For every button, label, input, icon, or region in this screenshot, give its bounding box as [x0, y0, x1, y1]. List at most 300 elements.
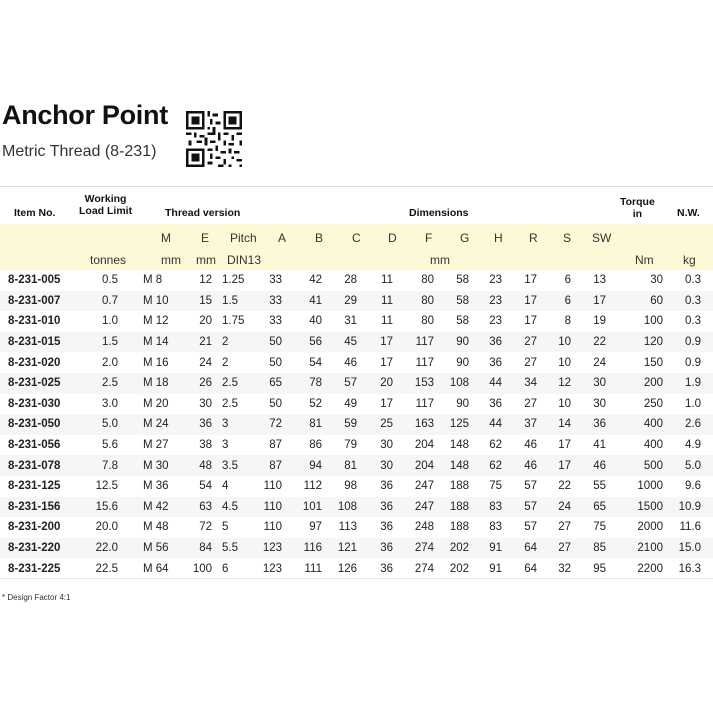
subheader-f: F — [425, 231, 433, 245]
item-no-cell: 8-231-125 — [8, 480, 61, 493]
weight-cell: 16.3 — [678, 562, 701, 575]
dim-f-cell: 247 — [414, 480, 434, 493]
dim-sw-cell: 65 — [577, 497, 612, 518]
subheader-g: G — [460, 231, 470, 245]
dim-h-cell: 75 — [489, 480, 502, 493]
subheader-a: A — [278, 231, 287, 245]
table-row — [0, 517, 713, 538]
dim-r-cell: 27 — [508, 332, 543, 353]
header-wll-line2: Load Limit — [79, 205, 133, 217]
thread-m-cell: M 14 — [143, 332, 186, 353]
dim-s-cell: 10 — [558, 356, 571, 369]
weight-cell: 11.6 — [679, 521, 701, 534]
dim-g-cell: 90 — [456, 397, 469, 410]
thread-m-cell: M 56 — [143, 538, 186, 559]
dim-b-cell: 112 — [303, 480, 322, 493]
thread-m-cell: M 30 — [143, 455, 186, 476]
pitch-cell: 3 — [218, 414, 258, 435]
dim-a-cell: 87 — [269, 439, 282, 452]
spacer-cell — [120, 394, 143, 415]
table-row — [0, 352, 713, 373]
dim-h-cell: 83 — [475, 497, 508, 518]
header-wll-line1: Working — [84, 193, 127, 205]
table-row — [0, 270, 713, 291]
dim-c-cell: 79 — [344, 439, 357, 452]
thread-m-cell: M 48 — [143, 521, 169, 534]
thread-e-cell: 24 — [199, 356, 212, 369]
load-limit-cell: 5.6 — [102, 439, 118, 452]
thread-m-cell: M 27 — [143, 439, 169, 452]
thread-m-cell: M 42 — [143, 497, 186, 518]
item-no-cell: 8-231-025 — [0, 373, 85, 394]
torque-cell: 400 — [612, 414, 671, 435]
table-row — [0, 311, 713, 332]
dim-h-cell: 23 — [489, 274, 502, 287]
dim-c-cell: 108 — [328, 497, 363, 518]
dim-s-cell: 22 — [558, 480, 571, 493]
item-no-cell: 8-231-015 — [0, 332, 85, 353]
dim-c-cell: 81 — [328, 455, 363, 476]
dim-sw-cell: 55 — [593, 480, 606, 493]
thread-e-cell: 100 — [192, 562, 212, 575]
dim-sw-cell: 17 — [577, 291, 612, 312]
thread-m-cell: M 18 — [143, 373, 186, 394]
dim-b-cell: 86 — [309, 439, 322, 452]
item-no-cell: 8-231-050 — [0, 414, 85, 435]
spacer-cell — [120, 414, 143, 435]
load-limit-cell: 15.6 — [85, 497, 120, 518]
thread-e-cell: 63 — [186, 497, 218, 518]
dim-d-cell: 11 — [363, 291, 399, 312]
torque-cell: 2100 — [612, 538, 671, 559]
subheader-tonnes: tonnes — [90, 253, 127, 267]
torque-cell: 150 — [643, 356, 663, 369]
weight-cell: 1.9 — [671, 373, 713, 394]
header-torque-line1: Torque — [620, 196, 655, 208]
dim-a-cell: 33 — [258, 291, 288, 312]
dim-h-cell: 62 — [489, 439, 502, 452]
footnote: * Design Factor 4:1 — [2, 593, 71, 602]
dim-r-cell: 57 — [524, 480, 537, 493]
torque-cell: 200 — [612, 373, 671, 394]
pitch-cell: 2 — [222, 356, 229, 369]
dim-b-cell: 54 — [309, 356, 322, 369]
subheader-e-mm: mm — [196, 253, 216, 267]
page-subtitle: Metric Thread (8-231) — [2, 143, 157, 160]
pitch-cell: 3.5 — [218, 455, 258, 476]
pitch-cell: 4.5 — [218, 497, 258, 518]
dim-r-cell: 17 — [524, 274, 537, 287]
dim-b-cell: 101 — [288, 497, 328, 518]
dim-b-cell: 56 — [288, 332, 328, 353]
item-no-cell: 8-231-156 — [0, 497, 85, 518]
torque-cell: 120 — [612, 332, 671, 353]
dim-sw-cell: 41 — [593, 439, 606, 452]
dim-s-cell: 10 — [543, 332, 577, 353]
thread-m-cell: M 36 — [143, 480, 169, 493]
table-row — [0, 497, 713, 518]
dim-g-cell: 90 — [456, 356, 469, 369]
pitch-cell: 2.5 — [222, 397, 238, 410]
table-row — [0, 414, 713, 435]
spacer-cell — [120, 538, 143, 559]
dim-f-cell: 204 — [399, 455, 440, 476]
thread-e-cell: 21 — [186, 332, 218, 353]
dim-f-cell: 117 — [415, 397, 434, 410]
subheader-dimensions-mm: mm — [430, 253, 450, 267]
dim-a-cell: 123 — [262, 562, 282, 575]
subheader-nm: Nm — [635, 253, 654, 267]
load-limit-cell: 7.8 — [85, 455, 120, 476]
item-no-cell: 8-231-030 — [8, 397, 61, 410]
dim-h-cell: 36 — [489, 397, 502, 410]
table-row — [0, 332, 713, 353]
dim-d-cell: 36 — [380, 480, 393, 493]
dim-d-cell: 17 — [380, 397, 393, 410]
dim-g-cell: 188 — [449, 521, 469, 534]
dim-c-cell: 28 — [344, 274, 357, 287]
weight-cell: 0.9 — [671, 332, 713, 353]
thread-e-cell: 15 — [186, 291, 218, 312]
thread-m-cell: M 16 — [143, 356, 169, 369]
subheader-b: B — [315, 231, 324, 245]
qr-code-icon[interactable] — [186, 111, 242, 167]
dim-c-cell: 59 — [328, 414, 363, 435]
subheader-c: C — [352, 231, 361, 245]
pitch-cell: 1.5 — [218, 291, 258, 312]
thread-e-cell: 54 — [199, 480, 212, 493]
pitch-cell: 2.5 — [218, 373, 258, 394]
dim-a-cell: 50 — [258, 332, 288, 353]
dim-s-cell: 14 — [543, 414, 577, 435]
pitch-cell: 5.5 — [218, 538, 258, 559]
dim-f-cell: 117 — [415, 356, 434, 369]
dim-c-cell: 29 — [328, 291, 363, 312]
dim-r-cell: 17 — [524, 315, 537, 328]
dim-f-cell: 80 — [421, 274, 434, 287]
table-row — [0, 373, 713, 394]
subheader-d: D — [388, 231, 397, 245]
dim-h-cell: 44 — [475, 414, 508, 435]
torque-cell: 1500 — [612, 497, 671, 518]
thread-e-cell: 36 — [186, 414, 218, 435]
dim-c-cell: 98 — [344, 480, 357, 493]
dim-h-cell: 91 — [489, 562, 502, 575]
subheader-sw: SW — [592, 231, 612, 245]
dim-s-cell: 6 — [564, 274, 571, 287]
spec-table — [0, 270, 713, 579]
dim-g-cell: 148 — [449, 439, 469, 452]
dim-f-cell: 153 — [399, 373, 440, 394]
dim-f-cell: 274 — [399, 538, 440, 559]
load-limit-cell: 0.7 — [85, 291, 120, 312]
dim-d-cell: 30 — [363, 455, 399, 476]
load-limit-cell: 1.0 — [102, 315, 118, 328]
dim-s-cell: 32 — [558, 562, 571, 575]
dim-r-cell: 64 — [508, 538, 543, 559]
spacer-cell — [120, 373, 143, 394]
dim-a-cell: 50 — [269, 397, 282, 410]
thread-e-cell: 84 — [186, 538, 218, 559]
dim-s-cell: 27 — [543, 538, 577, 559]
dim-b-cell: 78 — [288, 373, 328, 394]
table-row — [0, 435, 713, 456]
dim-sw-cell: 19 — [593, 315, 606, 328]
dim-sw-cell: 36 — [577, 414, 612, 435]
dim-h-cell: 91 — [475, 538, 508, 559]
subheader-m: M — [161, 231, 171, 245]
spacer-cell — [120, 352, 143, 373]
torque-cell: 500 — [612, 455, 671, 476]
dim-f-cell: 204 — [414, 439, 434, 452]
dim-a-cell: 65 — [258, 373, 288, 394]
item-no-cell: 8-231-220 — [0, 538, 85, 559]
dim-d-cell: 36 — [363, 538, 399, 559]
dim-sw-cell: 24 — [593, 356, 606, 369]
thread-e-cell: 48 — [186, 455, 218, 476]
weight-cell: 0.3 — [671, 291, 713, 312]
spacer-cell — [120, 435, 143, 456]
dim-s-cell: 6 — [543, 291, 577, 312]
dim-g-cell: 125 — [440, 414, 475, 435]
table-row — [0, 538, 713, 559]
dim-h-cell: 62 — [475, 455, 508, 476]
load-limit-cell: 20.0 — [95, 521, 118, 534]
item-no-cell: 8-231-007 — [0, 291, 85, 312]
dim-g-cell: 188 — [449, 480, 469, 493]
header-item-no: Item No. — [14, 207, 56, 219]
header-working-load-limit — [79, 193, 132, 217]
spacer-cell — [120, 332, 143, 353]
weight-cell: 0.9 — [685, 356, 701, 369]
dim-h-cell: 44 — [475, 373, 508, 394]
subheader-kg: kg — [683, 253, 696, 267]
dim-h-cell: 36 — [475, 332, 508, 353]
dim-g-cell: 202 — [449, 562, 469, 575]
dim-r-cell: 46 — [508, 455, 543, 476]
load-limit-cell: 22.5 — [95, 562, 118, 575]
load-limit-cell: 2.0 — [102, 356, 118, 369]
dim-f-cell: 248 — [414, 521, 434, 534]
dim-r-cell: 64 — [524, 562, 537, 575]
subheader-din13: DIN13 — [227, 253, 262, 267]
dim-c-cell: 45 — [328, 332, 363, 353]
dim-b-cell: 52 — [309, 397, 322, 410]
dim-d-cell: 25 — [363, 414, 399, 435]
dim-g-cell: 58 — [456, 315, 469, 328]
weight-cell: 1.0 — [685, 397, 701, 410]
dim-r-cell: 17 — [508, 291, 543, 312]
spacer-cell — [120, 517, 143, 538]
dim-d-cell: 11 — [381, 274, 393, 287]
dim-s-cell: 10 — [558, 397, 571, 410]
header-nw: N.W. — [677, 207, 700, 219]
dim-b-cell: 42 — [309, 274, 322, 287]
pitch-cell: 6 — [222, 562, 229, 575]
dim-h-cell: 83 — [489, 521, 502, 534]
dim-a-cell: 72 — [258, 414, 288, 435]
dim-b-cell: 40 — [309, 315, 322, 328]
dim-h-cell: 23 — [475, 291, 508, 312]
dim-sw-cell: 30 — [577, 373, 612, 394]
thread-e-cell: 26 — [186, 373, 218, 394]
dim-c-cell: 31 — [344, 315, 357, 328]
dim-g-cell: 108 — [440, 373, 475, 394]
dim-s-cell: 17 — [558, 439, 571, 452]
item-no-cell: 8-231-200 — [8, 521, 61, 534]
load-limit-cell: 5.0 — [85, 414, 120, 435]
dim-sw-cell: 85 — [577, 538, 612, 559]
dim-c-cell: 126 — [337, 562, 357, 575]
thread-m-cell: M 12 — [143, 315, 169, 328]
load-limit-cell: 0.5 — [102, 274, 118, 287]
thread-e-cell: 30 — [199, 397, 212, 410]
pitch-cell: 4 — [222, 480, 229, 493]
dim-f-cell: 80 — [421, 315, 434, 328]
load-limit-cell: 22.0 — [85, 538, 120, 559]
weight-cell: 10.9 — [671, 497, 713, 518]
dim-a-cell: 110 — [263, 521, 282, 534]
torque-cell: 60 — [612, 291, 671, 312]
torque-cell: 2000 — [637, 521, 663, 534]
dim-g-cell: 202 — [440, 538, 475, 559]
item-no-cell: 8-231-020 — [8, 356, 61, 369]
dim-a-cell: 33 — [269, 274, 282, 287]
torque-cell: 1000 — [637, 480, 663, 493]
spec-table-body — [0, 270, 713, 579]
dim-a-cell: 123 — [258, 538, 288, 559]
thread-e-cell: 20 — [199, 315, 212, 328]
table-row — [0, 558, 713, 579]
dim-sw-cell: 22 — [577, 332, 612, 353]
dim-d-cell: 36 — [380, 521, 393, 534]
thread-e-cell: 72 — [199, 521, 212, 534]
subheader-h: H — [494, 231, 503, 245]
pitch-cell: 2 — [218, 332, 258, 353]
spacer-cell — [120, 455, 143, 476]
header-torque-line2: in — [632, 208, 643, 220]
weight-cell: 5.0 — [671, 455, 713, 476]
item-no-cell: 8-231-005 — [8, 274, 61, 287]
dim-g-cell: 90 — [440, 332, 475, 353]
item-no-cell: 8-231-056 — [8, 439, 61, 452]
table-row — [0, 394, 713, 415]
dim-b-cell: 116 — [288, 538, 328, 559]
dim-b-cell: 94 — [288, 455, 328, 476]
load-limit-cell: 3.0 — [102, 397, 118, 410]
load-limit-cell: 1.5 — [85, 332, 120, 353]
torque-cell: 30 — [650, 274, 663, 287]
dim-f-cell: 247 — [399, 497, 440, 518]
dim-s-cell: 12 — [543, 373, 577, 394]
dim-b-cell: 41 — [288, 291, 328, 312]
thread-e-cell: 38 — [199, 439, 212, 452]
torque-cell: 100 — [643, 315, 663, 328]
dim-g-cell: 148 — [440, 455, 475, 476]
dim-b-cell: 111 — [304, 562, 322, 575]
subheader-e: E — [201, 231, 210, 245]
spacer-cell — [120, 291, 143, 312]
thread-m-cell: M 64 — [143, 562, 169, 575]
dim-c-cell: 49 — [344, 397, 357, 410]
dim-sw-cell: 95 — [593, 562, 606, 575]
dim-s-cell: 8 — [564, 315, 571, 328]
dim-s-cell: 24 — [543, 497, 577, 518]
dim-sw-cell: 13 — [593, 274, 606, 287]
dim-s-cell: 27 — [558, 521, 571, 534]
thread-e-cell: 12 — [199, 274, 212, 287]
dim-a-cell: 50 — [269, 356, 282, 369]
dim-c-cell: 113 — [338, 521, 357, 534]
bottom-rule — [0, 578, 713, 579]
table-row — [0, 291, 713, 312]
weight-cell: 2.6 — [671, 414, 713, 435]
weight-cell: 4.9 — [685, 439, 701, 452]
item-no-cell: 8-231-078 — [0, 455, 85, 476]
torque-cell: 400 — [643, 439, 663, 452]
dim-c-cell: 57 — [328, 373, 363, 394]
subheader-r: R — [529, 231, 538, 245]
dim-c-cell: 121 — [328, 538, 363, 559]
dim-d-cell: 36 — [380, 562, 393, 575]
dim-f-cell: 163 — [399, 414, 440, 435]
dim-a-cell: 33 — [269, 315, 282, 328]
spacer-cell — [120, 558, 143, 579]
dim-a-cell: 87 — [258, 455, 288, 476]
dim-d-cell: 11 — [381, 315, 393, 328]
dim-r-cell: 27 — [524, 397, 537, 410]
weight-cell: 9.6 — [685, 480, 701, 493]
table-row — [0, 455, 713, 476]
pitch-cell: 1.75 — [222, 315, 245, 328]
torque-cell: 250 — [643, 397, 663, 410]
header-thread-version: Thread version — [165, 207, 241, 219]
dim-r-cell: 57 — [524, 521, 537, 534]
dim-d-cell: 30 — [380, 439, 393, 452]
dim-s-cell: 17 — [543, 455, 577, 476]
pitch-cell: 1.25 — [222, 274, 245, 287]
dim-f-cell: 274 — [414, 562, 434, 575]
weight-cell: 15.0 — [671, 538, 713, 559]
spacer-cell — [120, 476, 143, 497]
subheader-m-mm: mm — [161, 253, 181, 267]
dim-d-cell: 17 — [363, 332, 399, 353]
dim-g-cell: 188 — [440, 497, 475, 518]
spacer-cell — [120, 311, 143, 332]
thread-m-cell: M 24 — [143, 414, 186, 435]
dim-g-cell: 58 — [456, 274, 469, 287]
dim-d-cell: 36 — [363, 497, 399, 518]
pitch-cell: 5 — [222, 521, 229, 534]
load-limit-cell: 2.5 — [85, 373, 120, 394]
item-no-cell: 8-231-225 — [8, 562, 61, 575]
dim-r-cell: 46 — [524, 439, 537, 452]
dim-d-cell: 20 — [363, 373, 399, 394]
load-limit-cell: 12.5 — [95, 480, 118, 493]
dim-r-cell: 27 — [524, 356, 537, 369]
dim-a-cell: 110 — [263, 480, 282, 493]
dim-f-cell: 80 — [399, 291, 440, 312]
dim-sw-cell: 30 — [593, 397, 606, 410]
page-title: Anchor Point — [2, 100, 168, 130]
dim-r-cell: 34 — [508, 373, 543, 394]
thread-m-cell: M 20 — [143, 397, 169, 410]
torque-cell: 2200 — [637, 562, 663, 575]
subheader-pitch: Pitch — [230, 231, 257, 245]
dim-f-cell: 117 — [399, 332, 440, 353]
dim-g-cell: 58 — [440, 291, 475, 312]
dim-c-cell: 46 — [344, 356, 357, 369]
